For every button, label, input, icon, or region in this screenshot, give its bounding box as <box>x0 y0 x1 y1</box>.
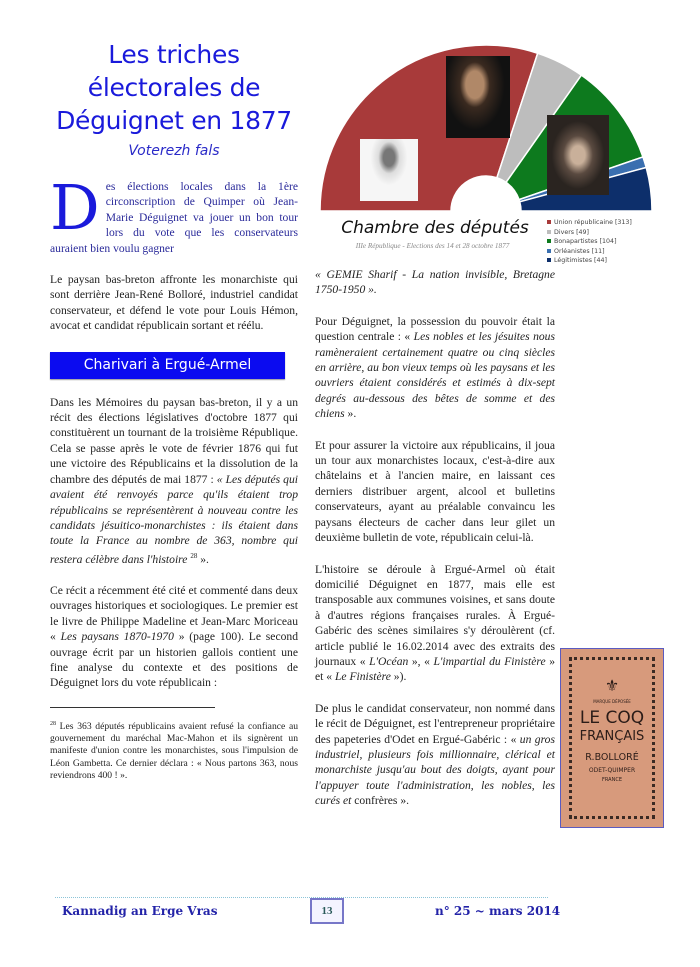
text: De plus le candidat conservateur, non nommé dans le récit de Déguignet, est l'entrepreneur propriétaire des papeteries d'Odet en Ergué-Gabéric : « <box>315 701 555 746</box>
portrait-photo <box>547 115 609 195</box>
newspaper: L'impartial du Finistère <box>433 654 546 668</box>
legend-item <box>547 237 632 247</box>
footer-divider <box>55 897 548 898</box>
label-text: R.BOLLORÉ <box>585 752 639 763</box>
book-title: Les paysans 1870-1970 <box>60 630 174 644</box>
text: » (page 100). Le second ouvrage écrit par un historien gallois contient une fine analyse du contexte et des positions de Déguignet lors du vote républicain : <box>50 630 298 690</box>
chart-subtitle: IIIe République - Elections des 14 et 28 octobre 1877 <box>355 242 510 250</box>
intro-text: es élections locales dans la 1ère circonscription de Quimper où Jean-Marie Déguignet va jouer un bon tour lors du vote que les conservateurs auraient bien voulu gagner <box>50 180 298 255</box>
legend-item <box>547 228 632 238</box>
text: » et « <box>315 654 556 684</box>
label-text: LE COQ <box>579 708 645 728</box>
legend-item <box>547 256 632 266</box>
legend-swatch <box>547 230 551 234</box>
page-number: 13 <box>310 898 344 924</box>
legend-swatch <box>547 220 551 224</box>
paragraph <box>50 583 298 691</box>
footnote-number: 28 <box>50 720 56 727</box>
label-text: ODET-QUIMPER <box>588 767 636 774</box>
legend-label: Orléanistes [11] <box>554 247 605 255</box>
legend-label: Union républicaine [313] <box>554 219 632 226</box>
text: », « <box>408 654 434 668</box>
footnote-divider <box>50 707 215 708</box>
footnote <box>50 718 298 782</box>
quote: « Les députés qui avaient été renvoyés parce qu'ils étaient trop républicains se représentèrent à nouveau contre les candidats jésuitico-monarchistes : ils étaient dans toute la France au nombre de 363, nombre qui restera célèbre dans l'histoire <box>50 472 299 566</box>
paragraph: Et pour assurer la victoire aux républicains, il joua un tour aux monarchistes locaux, c'est-à-dire aux châtelains et à l'ancien maire, en laissant ces derniers distribuer argent, alcool et bulletins conservateurs, ayant au préalable convaincu les paysans électeurs de cacher dans leur gilet un deuxième bulletin de vote, républicain celui-là. <box>315 438 555 545</box>
label-text: FRANÇAIS <box>579 729 645 744</box>
footnote-text: Les 363 députés républicains avaient refusé la confiance au gouvernement du maréchal Mac-Mahon et ils signèrent un manifeste d'union contre les monarchistes, sous l'impulsion de Léon Gambetta. Ce dernier déclara : « Nous partons 363, nous reviendrons 400 ! ». <box>50 721 298 781</box>
left-column <box>50 38 298 782</box>
legend-label: Légitimistes [44] <box>554 257 607 264</box>
text: Pour Déguignet, la possession du pouvoir était la question centrale : « <box>315 314 555 344</box>
text: Ce récit a récemment été cité et commenté dans deux ouvrages historiques et sociologiques. Le premier est le livre de Philippe Madeline et Jean-Marc Moriceau « <box>50 583 298 644</box>
quote: Les nobles et les jésuites nous ramèneraient certainement quatre ou cinq siècles en arrière, au bon vieux temps où les paysans et les ouvriers étaient considérés et estimés à dix-sept degrés au-dessous des bêtes de somme et des chiens <box>315 330 555 421</box>
title-line: Déguignet en 1877 <box>56 106 292 135</box>
paragraph <box>50 395 298 567</box>
title-line: Les triches <box>108 40 240 69</box>
newspaper: L'Océan <box>369 654 409 668</box>
article-subtitle: Voterezh fals <box>128 143 220 159</box>
issue-info: n° 25 ~ mars 2014 <box>435 904 561 918</box>
chart-title: Chambre des députés <box>341 218 529 238</box>
portrait-photo <box>360 139 418 201</box>
legend-item <box>547 218 632 228</box>
quote: « GEMIE Sharif - La nation invisible, Bretagne 1750-1950 ». <box>315 268 555 297</box>
quote: un gros industriel, plusieurs fois millionnaire, clérical et monarchiste jusqu'au bout des doigts, ayant pour l'appuyer toute l'administration, les nobles, les curés et <box>315 732 555 808</box>
text: ». <box>197 552 209 566</box>
portrait-photo <box>446 56 510 138</box>
right-column <box>315 267 555 809</box>
text: confrères ». <box>351 794 410 808</box>
footnote-ref[interactable]: 28 <box>190 551 198 560</box>
legend-item <box>547 247 632 257</box>
text: »). <box>390 670 407 684</box>
legend-swatch <box>547 239 551 243</box>
text: Dans les Mémoires du paysan bas-breton, il y a un récit des élections législatives d'octobre 1877 qui constituèrent un tournant de la troisième République. Cela se passe après le vote de février 1876 qui fut une victoire des Républicains et la dissolution de la chambre des députés de mai 1877 : <box>50 395 298 486</box>
article-title <box>50 38 298 137</box>
paragraph <box>315 314 555 422</box>
intro-paragraph <box>50 171 298 256</box>
paragraph <box>315 701 555 809</box>
label-text: MARQUE DÉPOSÉE <box>593 699 631 704</box>
crest-icon: ⚜ <box>604 676 620 695</box>
le-coq-francais-label-image <box>560 648 664 828</box>
label-text: FRANCE <box>602 777 622 783</box>
drop-cap: D <box>50 171 100 244</box>
paragraph: Le paysan bas-breton affronte les monarchiste qui sont derrière Jean-René Bolloré, industriel candidat conservateur, et défend le vote pour Louis Hémon, avocat et candidat républicain sortant et réélu. <box>50 273 298 333</box>
chart-legend <box>547 218 632 266</box>
title-line: électorales de <box>87 73 261 102</box>
legend-swatch <box>547 258 551 262</box>
legend-label: Bonapartistes [104] <box>554 238 617 245</box>
section-heading: Charivari à Ergué-Armel <box>50 352 285 379</box>
newspaper: Le Finistère <box>334 670 391 684</box>
legend-label: Divers [49] <box>554 228 589 236</box>
paragraph <box>315 562 555 685</box>
text: ». <box>344 407 357 421</box>
legend-swatch <box>547 249 551 253</box>
citation <box>315 267 555 298</box>
text: L'histoire se déroule à Ergué-Armel où était domicilié Déguignet en 1877, mais elle est transposable aux communes voisines, et sans doute à d'autres régions françaises rurales. À Ergué-Gabéric des scènes similaires s'y déroulèrent (cf. article publié le 16.02.2014 avec des extraits des journaux « <box>315 562 555 668</box>
publication-name: Kannadig an Erge Vras <box>62 904 218 918</box>
